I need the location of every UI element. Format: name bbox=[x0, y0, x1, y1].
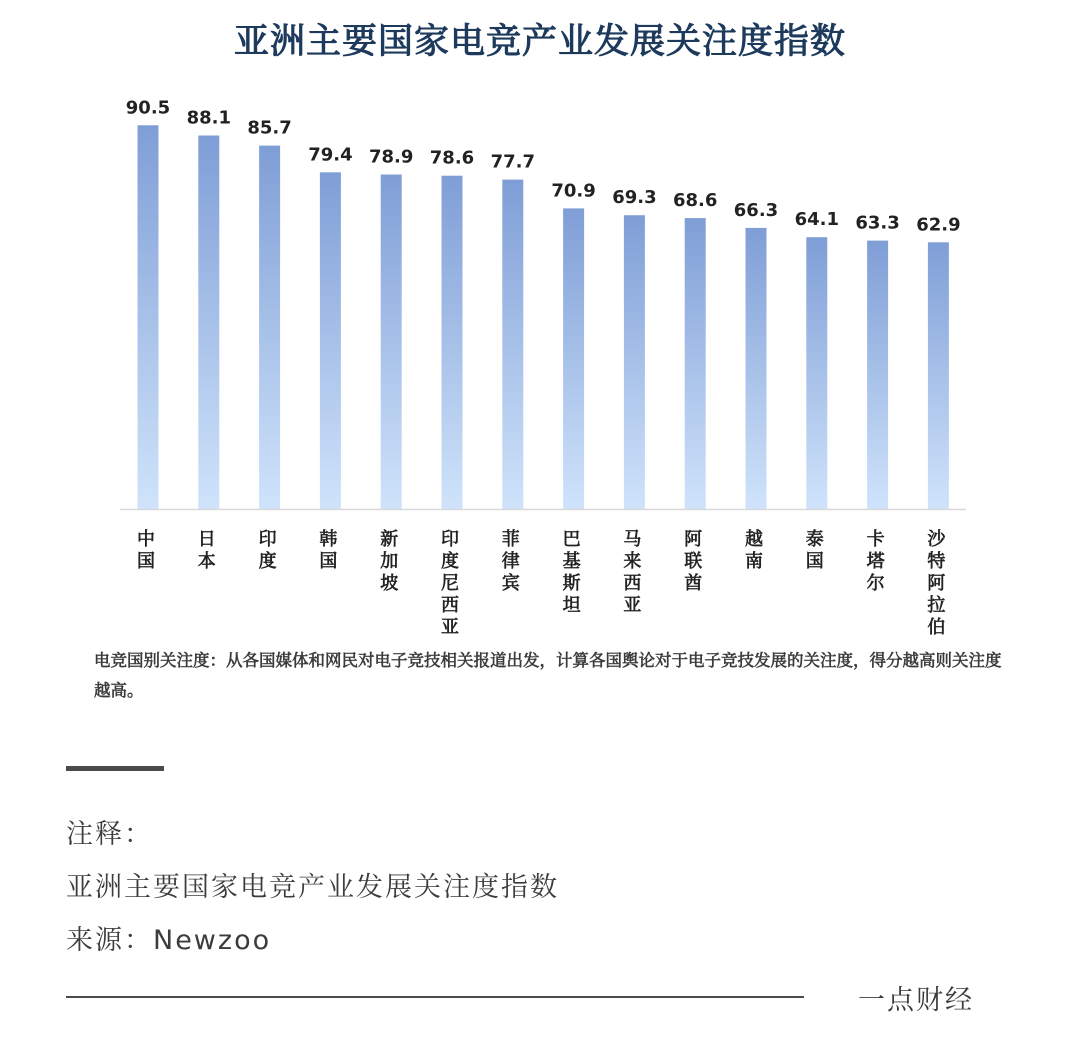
value-label-4: 78.9 bbox=[368, 146, 414, 168]
value-label-1: 88.1 bbox=[186, 107, 232, 129]
bar-2 bbox=[259, 146, 280, 509]
value-label-9: 68.6 bbox=[672, 190, 718, 212]
brand-label: 一点财经 bbox=[858, 985, 974, 1016]
bar-7 bbox=[563, 208, 584, 509]
value-label-12: 63.3 bbox=[855, 212, 900, 234]
bar-13 bbox=[928, 242, 949, 509]
bar-11 bbox=[806, 237, 827, 509]
category-label-12: 卡塔尔 bbox=[866, 529, 885, 594]
bar-5 bbox=[442, 176, 463, 509]
value-label-10: 66.3 bbox=[733, 199, 779, 221]
chart-title: 亚洲主要国家电竞产业发展关注度指数 bbox=[233, 22, 846, 62]
category-label-11: 泰国 bbox=[805, 529, 824, 572]
category-label-6: 菲律宾 bbox=[501, 529, 520, 594]
caption-label: 注释： bbox=[66, 819, 153, 850]
category-label-8: 马来西亚 bbox=[623, 529, 642, 616]
category-label-9: 阿联酋 bbox=[684, 529, 703, 594]
bars-group bbox=[138, 125, 949, 509]
caption-divider bbox=[66, 766, 164, 771]
category-label-4: 新加坡 bbox=[380, 529, 399, 594]
value-label-7: 70.9 bbox=[551, 180, 596, 202]
bar-12 bbox=[867, 241, 888, 509]
category-label-2: 印度 bbox=[258, 529, 277, 572]
footer-divider bbox=[66, 996, 804, 998]
value-label-5: 78.6 bbox=[429, 147, 475, 169]
category-label-1: 日本 bbox=[197, 529, 216, 572]
bar-1 bbox=[198, 136, 219, 510]
bar-3 bbox=[320, 172, 341, 509]
caption-title: 亚洲主要国家电竞产业发展关注度指数 bbox=[66, 872, 559, 903]
chart-note: 电竞国别关注度：从各国媒体和网民对电子竞技相关报道出发，计算各国舆论对于电子竞技发展的关注度，得分越高则关注度越高。 bbox=[94, 651, 1002, 700]
value-label-6: 77.7 bbox=[490, 151, 536, 173]
bar-6 bbox=[502, 180, 523, 509]
value-label-13: 62.9 bbox=[916, 214, 961, 236]
category-label-0: 中国 bbox=[137, 529, 155, 572]
category-label-5: 印度尼西亚 bbox=[441, 529, 459, 638]
value-label-11: 64.1 bbox=[794, 209, 840, 231]
category-label-7: 巴基斯坦 bbox=[562, 529, 581, 616]
value-label-0: 90.5 bbox=[125, 97, 171, 119]
value-labels-group bbox=[126, 97, 961, 235]
value-label-3: 79.4 bbox=[308, 144, 353, 166]
bar-10 bbox=[746, 228, 767, 509]
value-label-2: 85.7 bbox=[247, 117, 292, 139]
value-label-8: 69.3 bbox=[612, 187, 657, 209]
bar-8 bbox=[624, 215, 645, 509]
caption-source: 来源：Newzoo bbox=[66, 925, 272, 956]
category-label-13: 沙特阿拉伯 bbox=[927, 529, 946, 638]
category-label-3: 韩国 bbox=[319, 529, 338, 572]
category-label-10: 越南 bbox=[745, 529, 763, 572]
bar-4 bbox=[381, 175, 402, 510]
bar-9 bbox=[685, 218, 706, 509]
bar-0 bbox=[138, 125, 159, 509]
category-labels-group bbox=[137, 528, 946, 638]
